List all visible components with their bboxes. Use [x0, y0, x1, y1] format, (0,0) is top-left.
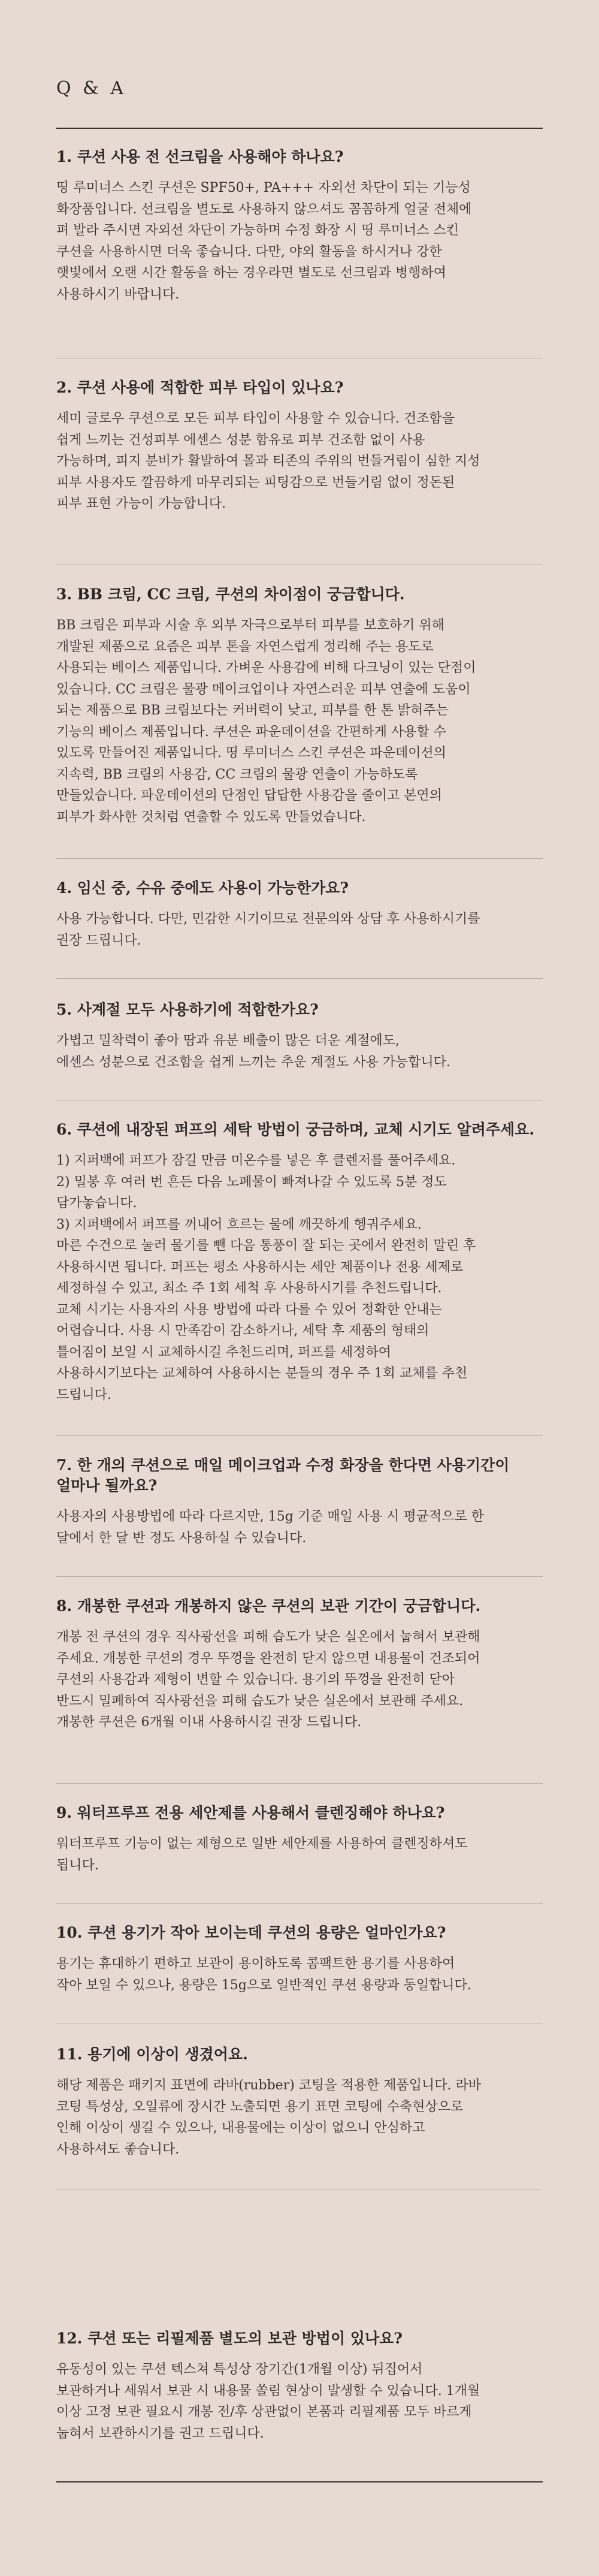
answer-line: 만들었습니다. 파운데이션의 단점인 답답한 사용감을 줄이고 본연의	[56, 788, 443, 803]
answer-line: 사용하시면 됩니다. 퍼프는 평소 사용하시는 세안 제품이나 전용 세제로	[56, 1259, 464, 1275]
faq-item-1	[56, 147, 543, 305]
answer-line: 가능하며, 피지 분비가 활발하여 몰과 티존의 주위의 번들거림이 심한 지성	[56, 454, 480, 469]
faq-answer	[56, 1833, 543, 1876]
answer-line: 사용자의 사용방법에 따라 다르지만, 15g 기준 매일 사용 시 평균적으로 한	[56, 1509, 485, 1524]
answer-line: 개발된 제품으로 요즘은 피부 톤을 자연스럽게 정리해 주는 용도로	[56, 639, 434, 654]
answer-line: 인해 이상이 생길 수 있으나, 내용물에는 이상이 없으니 안심하고	[56, 2120, 425, 2135]
answer-line: 눕혀서 보관하시기를 권고 드립니다.	[56, 2426, 264, 2441]
answer-line: 피부 사용자도 깔끔하게 마무리되는 피팅감으로 번들거림 없이 정돈된	[56, 475, 455, 490]
answer-line: 쿠션의 사용감과 제형이 변할 수 있습니다. 용기의 뚜껑을 완전히 닫아	[56, 1672, 455, 1687]
faq-item-2	[56, 378, 543, 515]
faq-answer	[56, 1030, 543, 1073]
faq-answer	[56, 1506, 543, 1549]
faq-item-12	[56, 2328, 543, 2444]
faq-answer	[56, 615, 543, 828]
faq-item-10	[56, 1923, 543, 1996]
faq-question: 3. BB 크림, CC 크림, 쿠션의 차이점이 궁금합니다.	[56, 586, 405, 603]
divider	[56, 1435, 543, 1436]
answer-line: 권장 드립니다.	[56, 933, 141, 948]
answer-line: 드립니다.	[56, 1387, 112, 1402]
answer-line: 3) 지퍼백에서 퍼프를 꺼내어 흐르는 물에 깨끗하게 헹궈주세요.	[56, 1217, 422, 1232]
answer-line: 주세요. 개봉한 쿠션의 경우 뚜껑을 완전히 닫지 않으면 내용물이 건조되어	[56, 1651, 480, 1666]
answer-line: 펴 발라 주시면 자외선 차단이 가능하며 수정 화장 시 띵 루미너스 스킨	[56, 223, 459, 238]
answer-line: 반드시 밀폐하여 직사광선을 피해 습도가 낮은 실온에서 보관해 주세요.	[56, 1693, 464, 1709]
answer-line: 교체 시기는 사용자의 사용 방법에 따라 다를 수 있어 정확한 안내는	[56, 1302, 442, 1317]
faq-item-3	[56, 584, 543, 828]
faq-question: 11. 용기에 이상이 생겼어요.	[56, 2046, 248, 2063]
top-divider	[56, 128, 543, 129]
faq-question: 2. 쿠션 사용에 적합한 피부 타입이 있나요?	[56, 379, 344, 396]
divider	[56, 1783, 543, 1784]
answer-line: 담가놓습니다.	[56, 1196, 137, 1211]
answer-line: 용기는 휴대하기 편하고 보관이 용이하도록 콤팩트한 용기를 사용하여	[56, 1956, 455, 1971]
faq-question: 4. 임신 중, 수유 중에도 사용이 가능한가요?	[56, 879, 349, 897]
answer-line: 워터프루프 기능이 없는 제형으로 일반 세안제를 사용하여 클렌징하셔도	[56, 1836, 468, 1851]
faq-question: 12. 쿠션 또는 리필제품 별도의 보관 방법이 있나요?	[56, 2330, 403, 2347]
divider	[56, 978, 543, 979]
answer-line: 틀어짐이 보일 시 교체하시길 추천드리며, 퍼프를 세정하여	[56, 1344, 392, 1360]
faq-item-8	[56, 1596, 543, 1733]
divider	[56, 1903, 543, 1904]
answer-line: 세미 글로우 쿠션으로 모든 피부 타입이 사용할 수 있습니다. 건조함을	[56, 411, 455, 426]
bottom-divider	[56, 2481, 543, 2483]
faq-answer	[56, 177, 543, 305]
answer-line: 가볍고 밀착력이 좋아 땀과 유분 배출이 많은 더운 계절에도,	[56, 1033, 400, 1048]
answer-line: 피부가 화사한 것처럼 연출할 수 있도록 만들었습니다.	[56, 809, 366, 825]
answer-line: 어렵습니다. 사용 시 만족감이 감소하거나, 세탁 후 제품의 형태의	[56, 1323, 429, 1338]
faq-item-4	[56, 878, 543, 951]
answer-line: 쿠션을 사용하시면 더욱 좋습니다. 다만, 야외 활동을 하시거나 강한	[56, 244, 442, 260]
faq-question: 8. 개봉한 쿠션과 개봉하지 않은 쿠션의 보관 기간이 궁금합니다.	[56, 1597, 481, 1615]
answer-line: BB 크림은 피부과 시술 후 외부 자극으로부터 피부를 보호하기 위해	[56, 618, 444, 633]
faq-question: 1. 쿠션 사용 전 선크림을 사용해야 하나요?	[56, 148, 344, 165]
answer-line: 사용하시기보다는 교체하여 사용하시는 분들의 경우 주 1회 교체를 추천	[56, 1366, 468, 1381]
faq-answer	[56, 1627, 543, 1733]
answer-line: 있도록 만들어진 제품입니다. 띵 루미너스 스킨 쿠션은 파운데이션의	[56, 746, 447, 761]
answer-line: 코팅 특성상, 오일류에 장시간 노출되면 용기 표면 코팅에 수축현상으로	[56, 2099, 464, 2115]
faq-question: 5. 사계절 모두 사용하기에 적합한가요?	[56, 1001, 319, 1018]
answer-line: 되는 제품으로 BB 크림보다는 커버력이 낮고, 피부를 한 톤 밝혀주는	[56, 703, 449, 718]
faq-answer	[56, 2359, 543, 2444]
faq-item-6	[56, 1120, 543, 1405]
answer-line: 개봉 전 쿠션의 경우 직사광선을 피해 습도가 낮은 실온에서 눕혀서 보관해	[56, 1630, 480, 1645]
answer-line: 화장품입니다. 선크림을 별도로 사용하지 않으셔도 꼼꼼하게 얼굴 전체에	[56, 201, 472, 217]
faq-question	[56, 1455, 543, 1496]
answer-line: 개봉한 쿠션은 6개월 이내 사용하시길 권장 드립니다.	[56, 1715, 362, 1730]
answer-line: 사용하셔도 좋습니다.	[56, 2141, 180, 2157]
divider	[56, 858, 543, 859]
faq-question: 6. 쿠션에 내장된 퍼프의 세탁 방법이 궁금하며, 교체 시기도 알려주세요.	[56, 1121, 535, 1138]
answer-line: 달에서 한 달 반 정도 사용하실 수 있습니다.	[56, 1530, 307, 1546]
page-title: Q & A	[56, 78, 127, 99]
faq-answer	[56, 1150, 543, 1405]
answer-line: 에센스 성분으로 건조함을 쉽게 느끼는 추운 계절도 사용 가능합니다.	[56, 1054, 450, 1070]
answer-line: 사용되는 베이스 제품입니다. 가벼운 사용감에 비해 다크닝이 있는 단점이	[56, 660, 476, 675]
answer-line: 세정하실 수 있고, 최소 주 1회 세척 후 사용하시기를 추천드립니다.	[56, 1281, 442, 1296]
faq-item-5	[56, 1000, 543, 1073]
faq-answer	[56, 1953, 543, 1996]
answer-line: 이상 고정 보관 필요시 개봉 전/후 상관없이 본품과 리필제품 모두 바르게	[56, 2405, 472, 2420]
faq-item-11	[56, 2044, 543, 2160]
answer-line: 있습니다. CC 크림은 물광 메이크업이나 자연스러운 피부 연출에 도움이	[56, 681, 471, 697]
faq-item-7	[56, 1455, 543, 1549]
faq-answer	[56, 408, 543, 515]
answer-line: 기능의 베이스 제품입니다. 쿠션은 파운데이션을 간편하게 사용할 수	[56, 724, 447, 740]
answer-line: 마른 수건으로 눌러 물기를 뺀 다음 통풍이 잘 되는 곳에서 완전히 말린 후	[56, 1238, 476, 1253]
answer-line: 2) 밀봉 후 여러 번 흔든 다음 노폐물이 빠져나갈 수 있도록 5분 정도	[56, 1174, 447, 1190]
faq-question: 10. 쿠션 용기가 작아 보이는데 쿠션의 용량은 얼마인가요?	[56, 1924, 446, 1941]
faq-item-9	[56, 1803, 543, 1876]
answer-line: 작아 보일 수 있으나, 용량은 15g으로 일반적인 쿠션 용량과 동일합니다.	[56, 1977, 471, 1993]
answer-line: 사용 가능합니다. 다만, 민감한 시기이므로 전문의와 상담 후 사용하시기를	[56, 912, 480, 927]
answer-line: 됩니다.	[56, 1857, 99, 1873]
answer-line: 띵 루미너스 스킨 쿠션은 SPF50+, PA+++ 자외선 차단이 되는 기능성	[56, 180, 471, 195]
answer-line: 유동성이 있는 쿠션 텍스쳐 특성상 장기간(1개월 이상) 뒤집어서	[56, 2362, 423, 2377]
question-line: 얼마나 될까요?	[56, 1477, 158, 1494]
answer-line: 지속력, BB 크림의 사용감, CC 크림의 물광 연출이 가능하도록	[56, 767, 418, 782]
divider	[56, 1576, 543, 1577]
faq-answer	[56, 2075, 543, 2160]
faq-question: 9. 워터프루프 전용 세안제를 사용해서 클렌징해야 하나요?	[56, 1804, 445, 1821]
answer-line: 사용하시기 바랍니다.	[56, 286, 180, 302]
answer-line: 쉽게 느끼는 건성피부 에센스 성분 함유로 피부 건조함 없이 사용	[56, 432, 425, 448]
answer-line: 피부 표현 가능이 가능합니다.	[56, 496, 226, 511]
faq-answer	[56, 909, 543, 951]
answer-line: 1) 지퍼백에 퍼프가 잠길 만큼 미온수를 넣은 후 클렌저를 풀어주세요.	[56, 1153, 456, 1168]
answer-line: 햇빛에서 오랜 시간 활동을 하는 경우라면 별도로 선크림과 병행하여	[56, 266, 447, 280]
answer-line: 보관하거나 세워서 보관 시 내용물 쏠림 현상이 발생할 수 있습니다. 1개월	[56, 2383, 480, 2399]
answer-line: 해당 제품은 패키지 표면에 라바(rubber) 코팅을 적용한 제품입니다. 라바	[56, 2078, 482, 2093]
question-line: 7. 한 개의 쿠션으로 매일 메이크업과 수정 화장을 한다면 사용기간이	[56, 1456, 510, 1474]
